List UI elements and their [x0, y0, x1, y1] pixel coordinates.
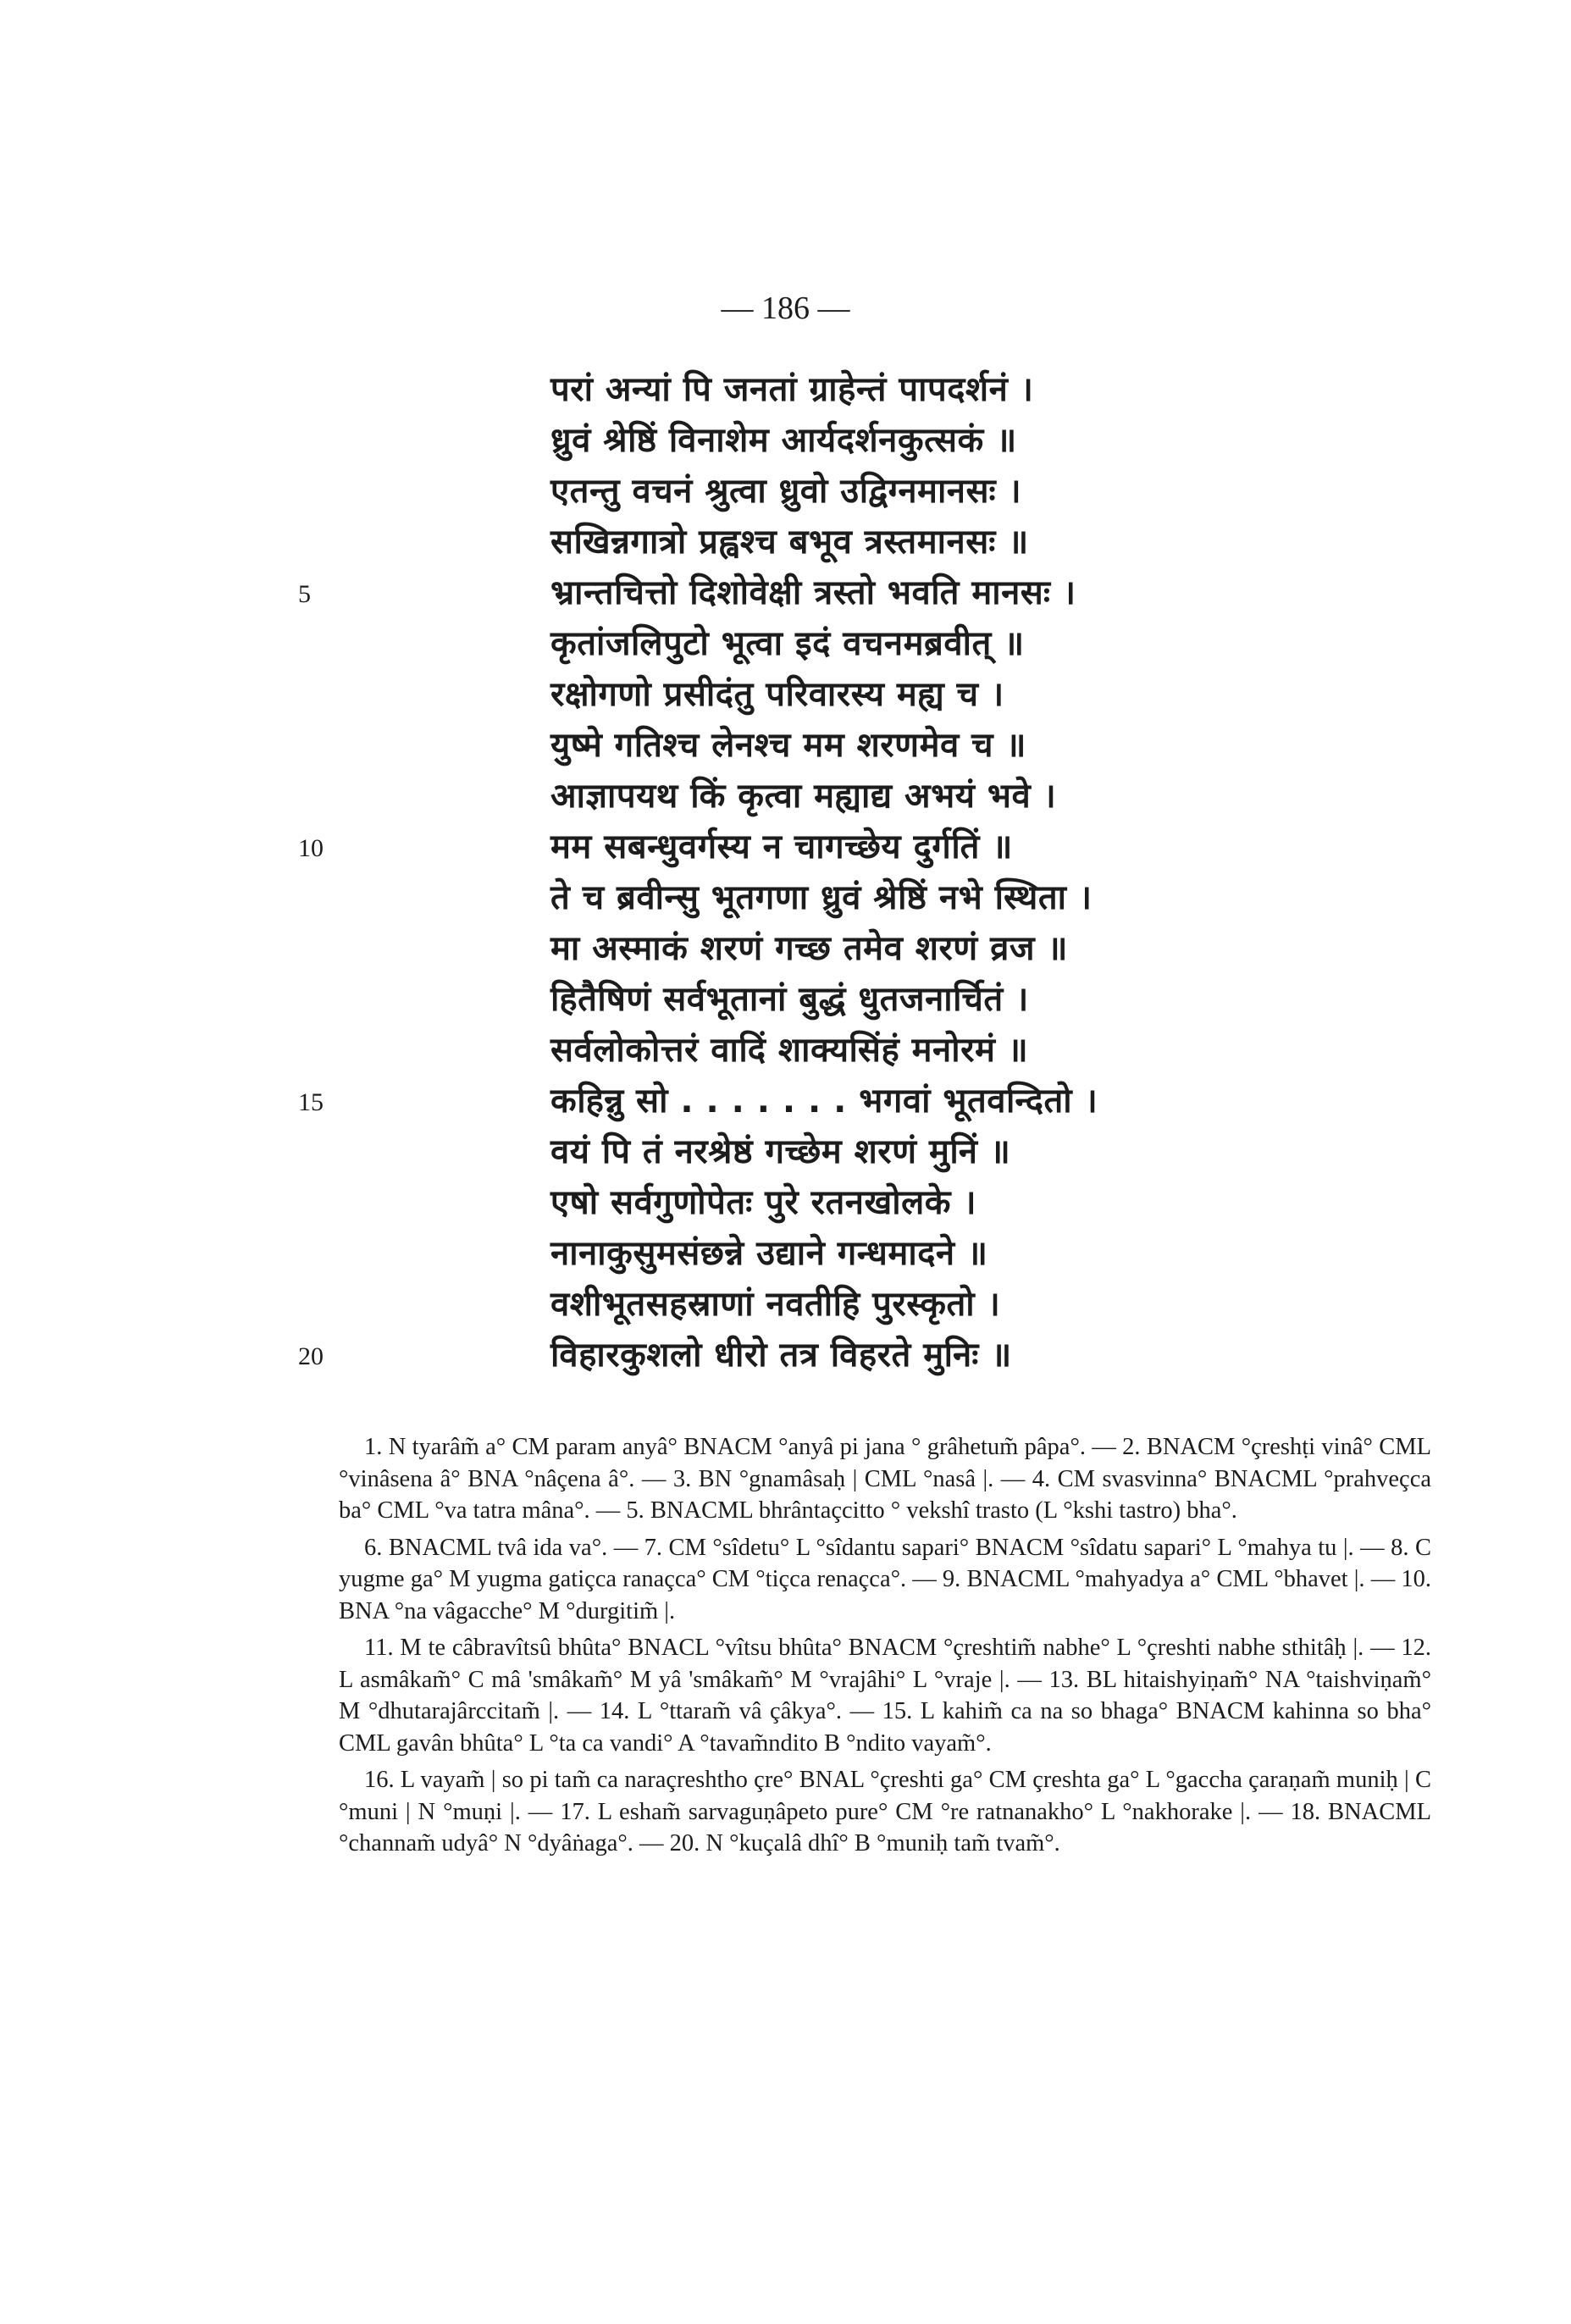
- verse-line: [0, 1025, 1571, 1076]
- verse-text: एषो सर्वगुणोपेतः पुरे रतनखोलके ।: [550, 1183, 977, 1222]
- verse-line: [0, 669, 1571, 720]
- verse-line: [0, 872, 1571, 923]
- verse-text: एतन्तु वचनं श्रुत्वा ध्रुवो उद्विग्नमानसः ।: [550, 472, 1022, 511]
- verse-text: सखिन्नगात्रो प्रह्वश्च बभूव त्रस्तमानसः ॥: [550, 523, 1029, 562]
- verse-line: [0, 364, 1571, 415]
- verse-text: नानाकुसुमसंछन्ने उद्याने गन्धमादने ॥: [550, 1234, 988, 1273]
- verse-line: [0, 923, 1571, 974]
- footnote-paragraph: 16. L vayam̃ | so pi tam̃ ca naraçreshtho çre° BNAL °çreshti ga° CM çreshta ga° L °gaccha çaraṇam̃ muniḥ | C °muni | N °muṇi |. — 17. L esham̃ sarvaguṇâpeto pure° CM °re ratnanakho° L °nakhorake |. — 18. BNACML °channam̃ udyâ° N °dyâṅaga°. — 20. N °kuçalâ dhî° B °muniḥ tam̃ tvam̃°.: [339, 1767, 1431, 1856]
- verse-line: [0, 771, 1571, 822]
- verse-text: सर्वलोकोत्तरं वादिं शाक्यसिंहं मनोरमं ॥: [550, 1031, 1029, 1070]
- verse-text: आज्ञापयथ किं कृत्वा मह्याद्य अभयं भवे ।: [550, 777, 1057, 816]
- verse-text: मम सबन्धुवर्गस्य न चागच्छेय दुर्गतिं ॥: [550, 827, 1013, 866]
- verse-line: [0, 466, 1571, 517]
- verse-text: वशीभूतसहस्राणां नवतीहि पुरस्कृतो ।: [550, 1285, 1001, 1324]
- verse-block: [0, 364, 1571, 1381]
- verse-line: [0, 720, 1571, 771]
- verse-line: [0, 1076, 1571, 1126]
- verse-line: [0, 1126, 1571, 1177]
- verse-line: [0, 1228, 1571, 1279]
- verse-text: ध्रुवं श्रेष्ठिं विनाशेम आर्यदर्शनकुत्सकं ॥: [550, 421, 1017, 460]
- verse-line: [0, 567, 1571, 618]
- line-number: 5: [298, 580, 311, 608]
- verse-line: [0, 822, 1571, 872]
- verse-text: विहारकुशलो धीरो तत्र विहरते मुनिः ॥: [550, 1336, 1012, 1375]
- line-number: 20: [298, 1342, 324, 1370]
- verse-line: [0, 517, 1571, 567]
- verse-line: [0, 415, 1571, 466]
- verse-line: [0, 618, 1571, 669]
- line-number: 10: [298, 834, 324, 862]
- verse-text: वयं पि तं नरश्रेष्ठं गच्छेम शरणं मुनिं ॥: [550, 1132, 1011, 1171]
- verse-line: [0, 1279, 1571, 1330]
- verse-text: ते च ब्रवीन्सु भूतगणा ध्रुवं श्रेष्ठिं नभे स्थिता ।: [550, 878, 1093, 917]
- verse-text: परां अन्यां पि जनतां ग्राहेन्तं पापदर्शनं ।: [550, 370, 1034, 409]
- verse-text: भ्रान्तचित्तो दिशोवेक्षी त्रस्तो भवति मानसः ।: [550, 573, 1076, 612]
- verse-text: हितैषिणं सर्वभूतानां बुद्धं धुतजनार्चितं ।: [550, 980, 1029, 1019]
- footnote-paragraph: 11. M te câbravîtsû bhûta° BNACL °vîtsu bhûta° BNACM °çreshtim̃ nabhe° L °çreshti nabhe sthitâḥ |. — 12. L asmâkam̃° C mâ 'smâkam̃° M yâ 'smâkam̃° M °vrajâhi° L °vraje |. — 13. BL hitaishyiṇam̃° NA °taishviṇam̃° M °dhutarajârccitam̃ |. — 14. L °ttaram̃ vâ çâkya°. — 15. L kahim̃ ca na so bhaga° BNACM kahinna so bha° CML gavân bhûta° L °ta ca vandi° A °tavam̃ndito B °ndito vayam̃°.: [339, 1635, 1431, 1757]
- footnote-paragraph: 6. BNACML tvâ ida va°. — 7. CM °sîdetu° L °sîdantu sapari° BNACM °sîdatu sapari° L °mahya tu |. — 8. C yugme ga° M yugma gatiçca ranaçca° CM °tiçca renaçca°. — 9. BNACML °mahyadya a° CML °bhavet |. — 10. BNA °na vâgacche° M °durgitim̃ |.: [339, 1534, 1431, 1624]
- verse-line: [0, 1177, 1571, 1228]
- verse-line: [0, 974, 1571, 1025]
- verse-text: रक्षोगणो प्रसीदंतु परिवारस्य मह्य च ।: [550, 675, 1004, 714]
- verse-text: कृतांजलिपुटो भूत्वा इदं वचनमब्रवीत् ॥: [550, 624, 1025, 663]
- footnote-paragraph: 1. N tyarâm̃ a° CM param anyâ° BNACM °anyâ pi jana ° grâhetum̃ pâpa°. — 2. BNACM °çreshṭi vinâ° CML °vinâsena â° BNA °nâçena â°. — 3. BN °gnamâsaḥ | CML °nasâ |. — 4. CM svasvinna° BNACML °prahveçca ba° CML °va tatra mâna°. — 5. BNACML bhrântaçcitto ° vekshî trasto (L °kshi tastro) bha°.: [339, 1434, 1431, 1524]
- verse-text: मा अस्माकं शरणं गच्छ तमेव शरणं व्रज ॥: [550, 929, 1068, 968]
- verse-text: युष्मे गतिश्च लेनश्च मम शरणमेव च ॥: [550, 726, 1026, 765]
- line-number: 15: [298, 1088, 324, 1116]
- verse-line: [0, 1330, 1571, 1381]
- verse-text: कहिन्नु सो . . . . . . . भगवां भूतवन्दितो ।: [550, 1082, 1098, 1120]
- footnotes: [339, 1431, 1431, 1865]
- page-number: — 186 —: [721, 290, 850, 326]
